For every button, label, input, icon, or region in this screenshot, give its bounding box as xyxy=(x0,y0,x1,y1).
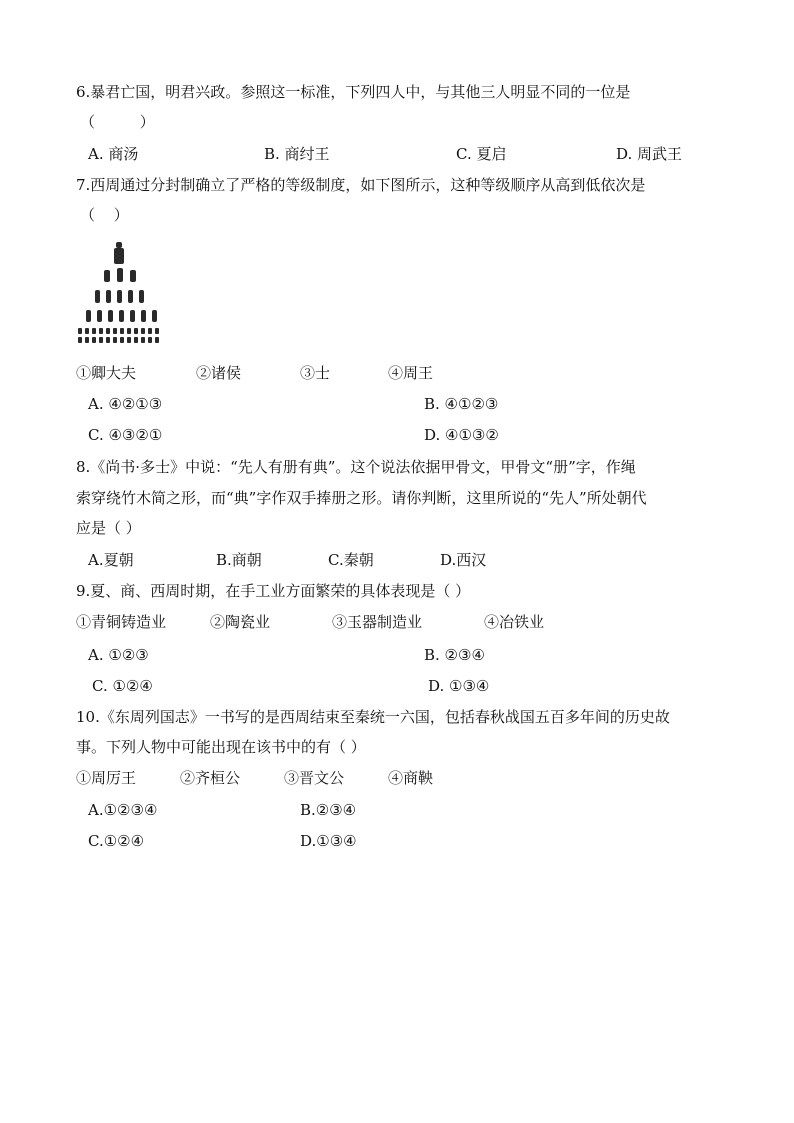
q8-option-d[interactable]: D.西汉 xyxy=(440,551,487,569)
q10-option-c[interactable]: C.①②④ xyxy=(88,832,145,850)
q9-item-3: ③玉器制造业 xyxy=(332,613,423,631)
q8-stem-line1: 8.《尚书·多士》中说：“先人有册有典”。这个说法依据甲骨文，甲骨文“册”字，作绳 xyxy=(76,458,636,476)
officials-row xyxy=(86,310,157,322)
q6-option-a[interactable]: A. 商汤 xyxy=(88,145,139,163)
q8-option-c[interactable]: C.秦朝 xyxy=(328,551,374,569)
q9-option-b[interactable]: B. ②③④ xyxy=(424,646,485,664)
q6-option-c[interactable]: C. 夏启 xyxy=(456,145,507,163)
commoners-row xyxy=(78,328,159,343)
q9-stem: 9.夏、商、西周时期，在手工业方面繁荣的具体表现是（ ） xyxy=(76,582,471,600)
q9-option-a[interactable]: A. ①②③ xyxy=(88,646,149,664)
q7-option-a[interactable]: A. ④②①③ xyxy=(88,395,163,413)
q9-item-1: ①青铜铸造业 xyxy=(76,613,167,631)
q7-item-1: ①卿大夫 xyxy=(76,364,137,382)
q10-item-4: ④商鞅 xyxy=(388,769,434,787)
q8-option-a[interactable]: A.夏朝 xyxy=(88,551,134,569)
q8-stem-line3: 应是（ ） xyxy=(76,519,141,537)
q7-item-4: ④周王 xyxy=(388,364,434,382)
q10-item-1: ①周厉王 xyxy=(76,769,137,787)
q10-stem-line2: 事。下列人物中可能出现在该书中的有（ ） xyxy=(76,738,366,756)
q10-item-3: ③晋文公 xyxy=(284,769,345,787)
q6-option-b[interactable]: B. 商纣王 xyxy=(264,145,330,163)
q7-item-3: ③士 xyxy=(300,364,331,382)
q10-option-d[interactable]: D.①③④ xyxy=(300,832,357,850)
ministers-row xyxy=(95,290,144,303)
q7-item-2: ②诸侯 xyxy=(196,364,242,382)
q7-stem: 7.西周通过分封制确立了严格的等级制度，如下图所示，这种等级顺序从高到低依次是 xyxy=(76,176,646,194)
q10-stem-line1: 10.《东周列国志》一书写的是西周结束至秦统一六国，包括春秋战国五百多年间的历史故 xyxy=(76,708,670,726)
q8-stem-line2: 索穿绕竹木简之形，而“典”字作双手捧册之形。请你判断，这里所说的“先人”所处朝代 xyxy=(76,489,647,507)
q6-option-d[interactable]: D. 周武王 xyxy=(616,145,683,163)
q9-item-4: ④冶铁业 xyxy=(484,613,545,631)
q7-answer-paren: （ ） xyxy=(80,206,129,224)
q9-item-2: ②陶瓷业 xyxy=(210,613,271,631)
q6-stem: 6.暴君亡国，明君兴政。参照这一标准，下列四人中，与其他三人明显不同的一位是 xyxy=(76,83,631,101)
q7-option-c[interactable]: C. ④③②① xyxy=(88,426,163,444)
q7-option-d[interactable]: D. ④①③② xyxy=(424,426,499,444)
q7-option-b[interactable]: B. ④①②③ xyxy=(424,395,499,413)
q9-option-d[interactable]: D. ①③④ xyxy=(428,677,490,695)
q6-answer-paren: （ ） xyxy=(80,113,155,131)
feudal-hierarchy-pyramid-image xyxy=(76,240,166,346)
q9-option-c[interactable]: C. ①②④ xyxy=(92,677,153,695)
king-figure xyxy=(114,242,124,264)
q10-option-a[interactable]: A.①②③④ xyxy=(88,801,158,819)
q10-option-b[interactable]: B.②③④ xyxy=(300,801,357,819)
lords-row xyxy=(104,268,136,282)
q8-option-b[interactable]: B.商朝 xyxy=(216,551,262,569)
q10-item-2: ②齐桓公 xyxy=(180,769,241,787)
